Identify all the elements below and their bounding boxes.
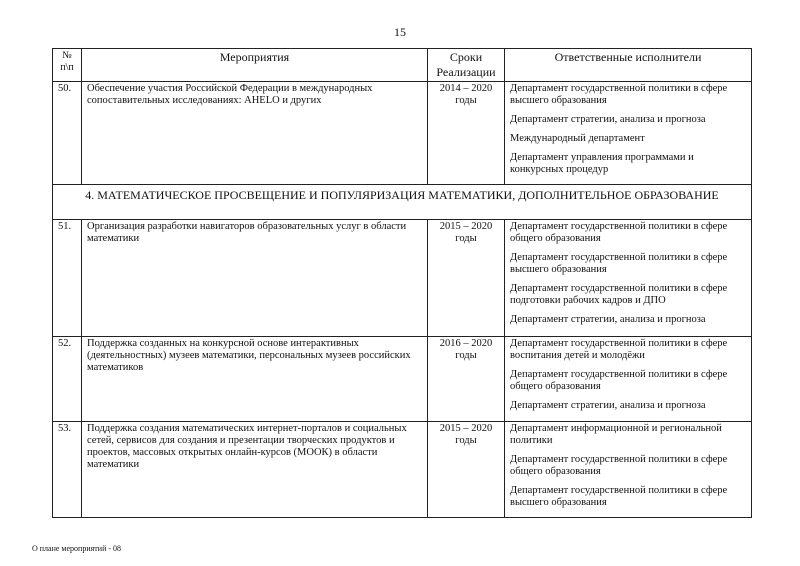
header-activity: Мероприятия: [82, 49, 428, 82]
activities-table: [52, 48, 752, 518]
header-period: Сроки Реализации: [428, 49, 505, 82]
responsible-item: Департамент стратегии, анализа и прогноза: [510, 114, 706, 125]
header-num: № п\п: [53, 49, 82, 82]
header-responsible: Ответственные исполнители: [505, 49, 752, 82]
row-responsible: [505, 422, 752, 518]
section-title: 4. МАТЕМАТИЧЕСКОЕ ПРОСВЕЩЕНИЕ И ПОПУЛЯРИЗАЦИЯ МАТЕМАТИКИ, ДОПОЛНИТЕЛЬНОЕ ОБРАЗОВАНИЕ: [53, 185, 752, 220]
row-responsible: [505, 82, 752, 185]
page-number: 15: [394, 25, 406, 39]
section-row: [53, 185, 752, 220]
row-period: 2015 – 2020 годы: [428, 220, 505, 337]
responsible-item: Департамент управления программами и конкурсных процедур: [510, 152, 694, 175]
row-number: 53.: [53, 422, 82, 518]
responsible-item: Департамент стратегии, анализа и прогноза: [510, 314, 706, 325]
table-row: [53, 220, 752, 337]
row-activity: Обеспечение участия Российской Федерации в международных сопоставительных исследованиях: AHELO и других: [82, 82, 428, 185]
responsible-item: Департамент государственной политики в сфере общего образования: [510, 454, 728, 477]
row-number: 51.: [53, 220, 82, 337]
responsible-item: Департамент информационной и региональной политики: [510, 423, 722, 446]
row-activity: Поддержка создания математических интернет-порталов и социальных сетей, сервисов для создания и презентации творческих продуктов и проектов, массовых открытых онлайн-курсов (МООК) в области математики: [82, 422, 428, 518]
responsible-item: Департамент государственной политики в сфере высшего образования: [510, 83, 728, 106]
row-activity: Поддержка созданных на конкурсной основе интерактивных (деятельностных) музеев математики, персональных музеев российских математиков: [82, 337, 428, 422]
table-row: [53, 82, 752, 185]
responsible-item: Департамент государственной политики в сфере подготовки рабочих кадров и ДПО: [510, 283, 728, 306]
row-responsible: [505, 337, 752, 422]
table-header: [53, 49, 752, 82]
row-activity: Организация разработки навигаторов образовательных услуг в области математики: [82, 220, 428, 337]
footer-note: О плане мероприятий - 08: [32, 544, 122, 553]
table-row: [53, 337, 752, 422]
responsible-item: Департамент государственной политики в сфере высшего образования: [510, 252, 728, 275]
responsible-item: Департамент государственной политики в сфере общего образования: [510, 221, 728, 244]
row-period: 2015 – 2020 годы: [428, 422, 505, 518]
responsible-item: Департамент государственной политики в сфере высшего образования: [510, 485, 728, 508]
row-period: 2014 – 2020 годы: [428, 82, 505, 185]
row-responsible: [505, 220, 752, 337]
table-row: [53, 422, 752, 518]
row-number: 50.: [53, 82, 82, 185]
row-number: 52.: [53, 337, 82, 422]
responsible-item: Департамент государственной политики в сфере общего образования: [510, 369, 728, 392]
row-period: 2016 – 2020 годы: [428, 337, 505, 422]
responsible-item: Международный департамент: [510, 133, 645, 144]
responsible-item: Департамент стратегии, анализа и прогноза: [510, 400, 706, 411]
responsible-item: Департамент государственной политики в сфере воспитания детей и молодёжи: [510, 338, 728, 361]
